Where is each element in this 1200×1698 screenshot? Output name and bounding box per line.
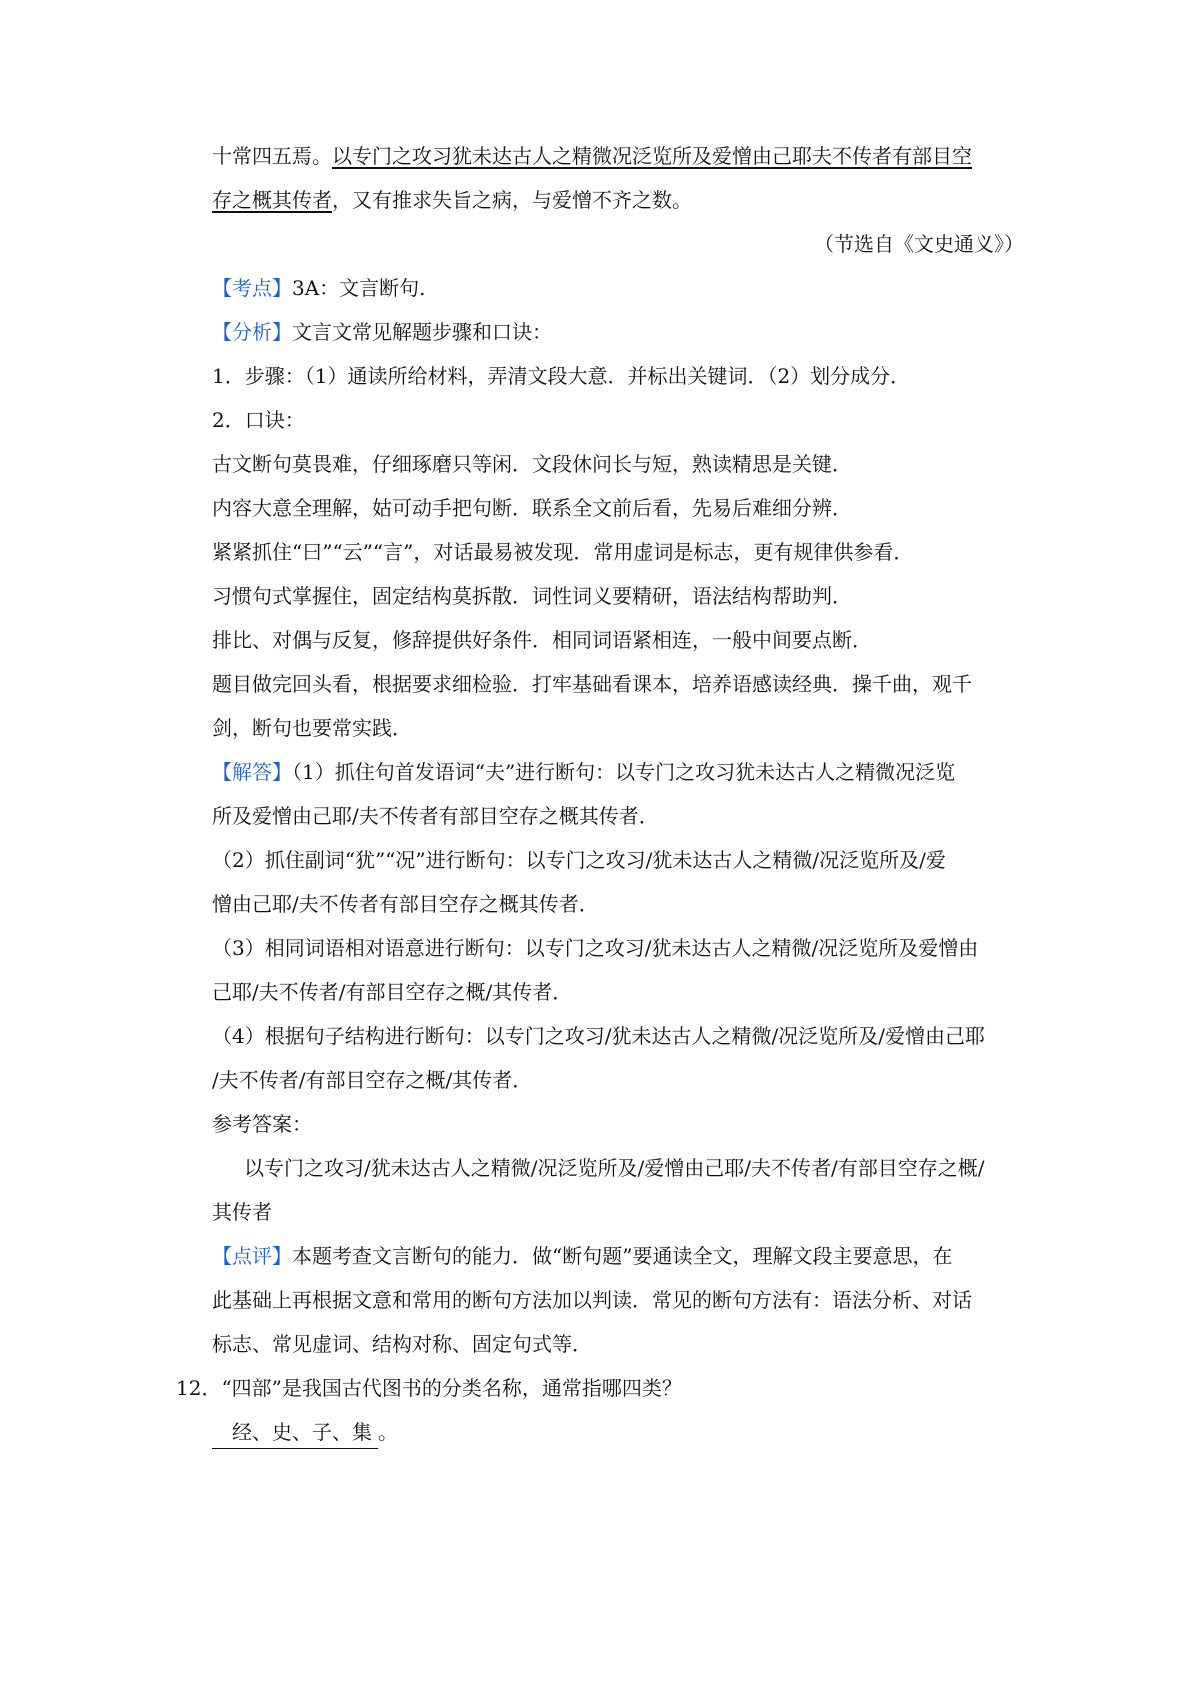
reference-answer-line-1: 以专门之攻习/犹未达古人之精微/况泛览所及/爱憎由己耶/夫不传者/有部目空存之概/: [244, 1156, 985, 1180]
question-12: 12．“四部”是我国古代图书的分类名称，通常指哪四类？: [176, 1376, 682, 1400]
jieda-line: （2）抓住副词“犹”“况”进行断句：以专门之攻习/犹未达古人之精微/况泛览所及/爱: [212, 848, 946, 872]
dianping-line: [212, 1242, 952, 1270]
jieda-line: 憎由己耶/夫不传者有部目空存之概其传者．: [212, 892, 599, 916]
dianping-line: 此基础上再根据文意和常用的断句方法加以判读．常见的断句方法有：语法分析、对话: [212, 1288, 972, 1312]
passage-underlined-2: 存之概其传者: [212, 188, 332, 212]
verse-line: 古文断句莫畏难，仔细琢磨只等闲．文段休问长与短，熟读精思是关键．: [212, 452, 852, 476]
fenxi-line: [212, 318, 552, 346]
passage-source: （节选自《文史通义》）: [814, 232, 1024, 256]
dianping-tag: 【点评】: [212, 1244, 292, 1268]
fenxi-tag: 【分析】: [212, 320, 292, 344]
kaodian-tag: 【考点】: [212, 276, 292, 300]
jieda-line: /夫不传者/有部目空存之概/其传者．: [212, 1068, 533, 1092]
passage-line-1: [212, 142, 972, 170]
jieda-line: （4）根据句子结构进行断句：以专门之攻习/犹未达古人之精微/况泛览所及/爱憎由己耶: [212, 1024, 985, 1048]
answer-end: 。: [378, 1420, 398, 1444]
jieda-line: 己耶/夫不传者/有部目空存之概/其传者．: [212, 980, 573, 1004]
passage-line-2: [212, 186, 692, 214]
answer-blank: 经、史、子、集: [212, 1418, 378, 1449]
fenxi-step-2: 2．口诀：: [212, 408, 305, 432]
dianping-line: 标志、常见虚词、结构对称、固定句式等．: [212, 1332, 592, 1356]
kaodian-text: 3A：文言断句.: [292, 276, 426, 300]
dianping-text: 本题考查文言断句的能力．做“断句题”要通读全文，理解文段主要意思，在: [292, 1244, 953, 1268]
fenxi-text: 文言文常见解题步骤和口诀：: [292, 320, 552, 344]
jieda-text: （1）抓住句首发语词“夫”进行断句：以专门之攻习犹未达古人之精微况泛览: [292, 760, 956, 784]
passage-underlined-1: 以专门之攻习犹未达古人之精微况泛览所及爱憎由己耶夫不传者有部目空: [332, 144, 972, 168]
question-12-answer-line: [212, 1418, 398, 1449]
verse-line: 习惯句式掌握住，固定结构莫拆散．词性词义要精研，语法结构帮助判．: [212, 584, 852, 608]
fenxi-step-1: 1．步骤：（1）通读所给材料，弄清文段大意．并标出关键词．（2）划分成分．: [212, 364, 911, 388]
reference-answer-label: 参考答案：: [212, 1112, 312, 1136]
verse-line: 剑，断句也要常实践．: [212, 716, 412, 740]
jieda-line: [212, 758, 955, 786]
jieda-tag: 【解答】: [212, 760, 292, 784]
reference-answer-line-2: 其传者: [212, 1200, 272, 1224]
passage-plain-1: 十常四五焉。: [212, 144, 332, 168]
passage-plain-2: ，又有推求失旨之病，与爱憎不齐之数。: [332, 188, 692, 212]
kaodian-line: [212, 274, 426, 302]
verse-line: 紧紧抓住“曰”“云”“言”，对话最易被发现．常用虚词是标志，更有规律供参看．: [212, 540, 914, 564]
verse-line: 排比、对偶与反复，修辞提供好条件．相同词语紧相连，一般中间要点断．: [212, 628, 872, 652]
verse-line: 内容大意全理解，姑可动手把句断．联系全文前后看，先易后难细分辨．: [212, 496, 852, 520]
verse-line: 题目做完回头看，根据要求细检验．打牢基础看课本，培养语感读经典．操千曲，观千: [212, 672, 972, 696]
jieda-line: 所及爱憎由己耶/夫不传者有部目空存之概其传者．: [212, 804, 659, 828]
jieda-line: （3）相同词语相对语意进行断句：以专门之攻习/犹未达古人之精微/况泛览所及爱憎由: [212, 936, 979, 960]
